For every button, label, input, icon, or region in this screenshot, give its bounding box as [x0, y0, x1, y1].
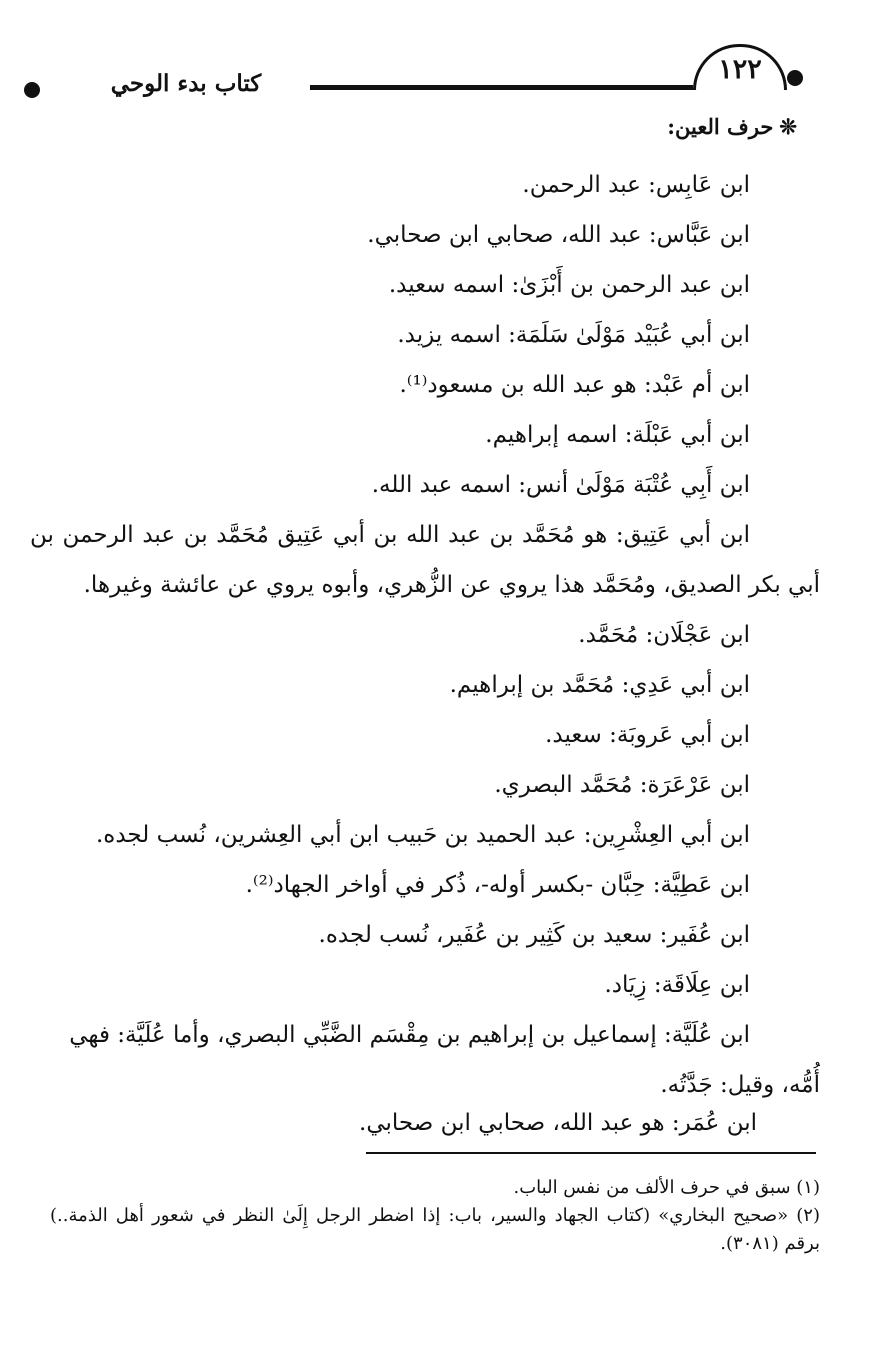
entry: ابن أبي عَدِي: مُحَمَّد بن إبراهيم.: [449, 672, 750, 698]
entry: ابن عَابِس: عبد الرحمن.: [522, 172, 750, 198]
entry: ابن أم عَبْد: هو عبد الله بن مسعود⁽¹⁾.: [399, 372, 750, 398]
entry: ابن أبي العِشْرِين: عبد الحميد بن حَبيب ابن أبي العِشرين، نُسب لجده.: [95, 822, 750, 848]
page-header: [0, 0, 885, 120]
entry: ابن عِلَاقَة: زِيَاد.: [604, 972, 750, 998]
star-icon: ❊: [779, 114, 797, 139]
footnotes: [50, 1172, 820, 1258]
section-heading-text: حرف العين:: [667, 114, 774, 139]
entry: ابن عَطِيَّة: حِبَّان -بكسر أوله-، ذُكر في أواخر الجهاد⁽²⁾.: [245, 872, 750, 898]
entry: ابن أبي عَتِيق: هو مُحَمَّد بن عبد الله بن أبي عَتِيق مُحَمَّد بن عبد الرحمن بن أبي بكر الصديق، ومُحَمَّد هذا يروي عن الزُّهري، وأبوه يروي عن عائشة وغيرها.: [30, 522, 820, 598]
entry: ابن عُلَيَّة: إسماعيل بن إبراهيم بن مِقْسَم الضَّبِّي البصري، وأما عُلَيَّة: فهي أُمُّه، وقيل: جَدَّتُه.: [69, 1022, 820, 1098]
entry: ابن عَبَّاس: عبد الله، صحابي ابن صحابي.: [367, 222, 750, 248]
entry: ابن عَرْعَرَة: مُحَمَّد البصري.: [494, 772, 750, 798]
entry: ابن أبي عَبْلَة: اسمه إبراهيم.: [485, 422, 750, 448]
header-rule: [310, 85, 693, 90]
entry: ابن أَبِي عُتْبَة مَوْلَىٰ أنس: اسمه عبد الله.: [371, 472, 750, 498]
entry: ابن عَجْلَان: مُحَمَّد.: [578, 622, 750, 648]
entry: ابن أبي عَروبَة: سعيد.: [545, 722, 750, 748]
footnote: (١) سبق في حرف الألف من نفس الباب.: [513, 1177, 820, 1198]
footnote-divider: [366, 1152, 816, 1154]
entry-above-footnotes: ابن عُمَر: هو عبد الله، صحابي ابن صحابي.: [359, 1110, 757, 1136]
entry: ابن أبي عُبَيْد مَوْلَىٰ سَلَمَة: اسمه يزيد.: [397, 322, 750, 348]
entries-list: [30, 160, 820, 1110]
page-number: ١٢٢: [718, 54, 762, 85]
header-dot-right: [787, 70, 803, 86]
running-title: كتاب بدء الوحي: [110, 70, 262, 97]
footnote: (٢) «صحيح البخاري» (كتاب الجهاد والسير، باب: إذا اضطر الرجل إِلَىٰ النظر في شعور أهل الذمة..) برقم (٣٠٨١).: [50, 1205, 820, 1254]
entry: ابن عبد الرحمن بن أَبْزَىٰ: اسمه سعيد.: [388, 272, 750, 298]
header-dot-left: [24, 82, 40, 98]
entry: ابن عُفَير: سعيد بن كَثِير بن عُفَير، نُسب لجده.: [318, 922, 750, 948]
section-heading: [667, 114, 797, 139]
